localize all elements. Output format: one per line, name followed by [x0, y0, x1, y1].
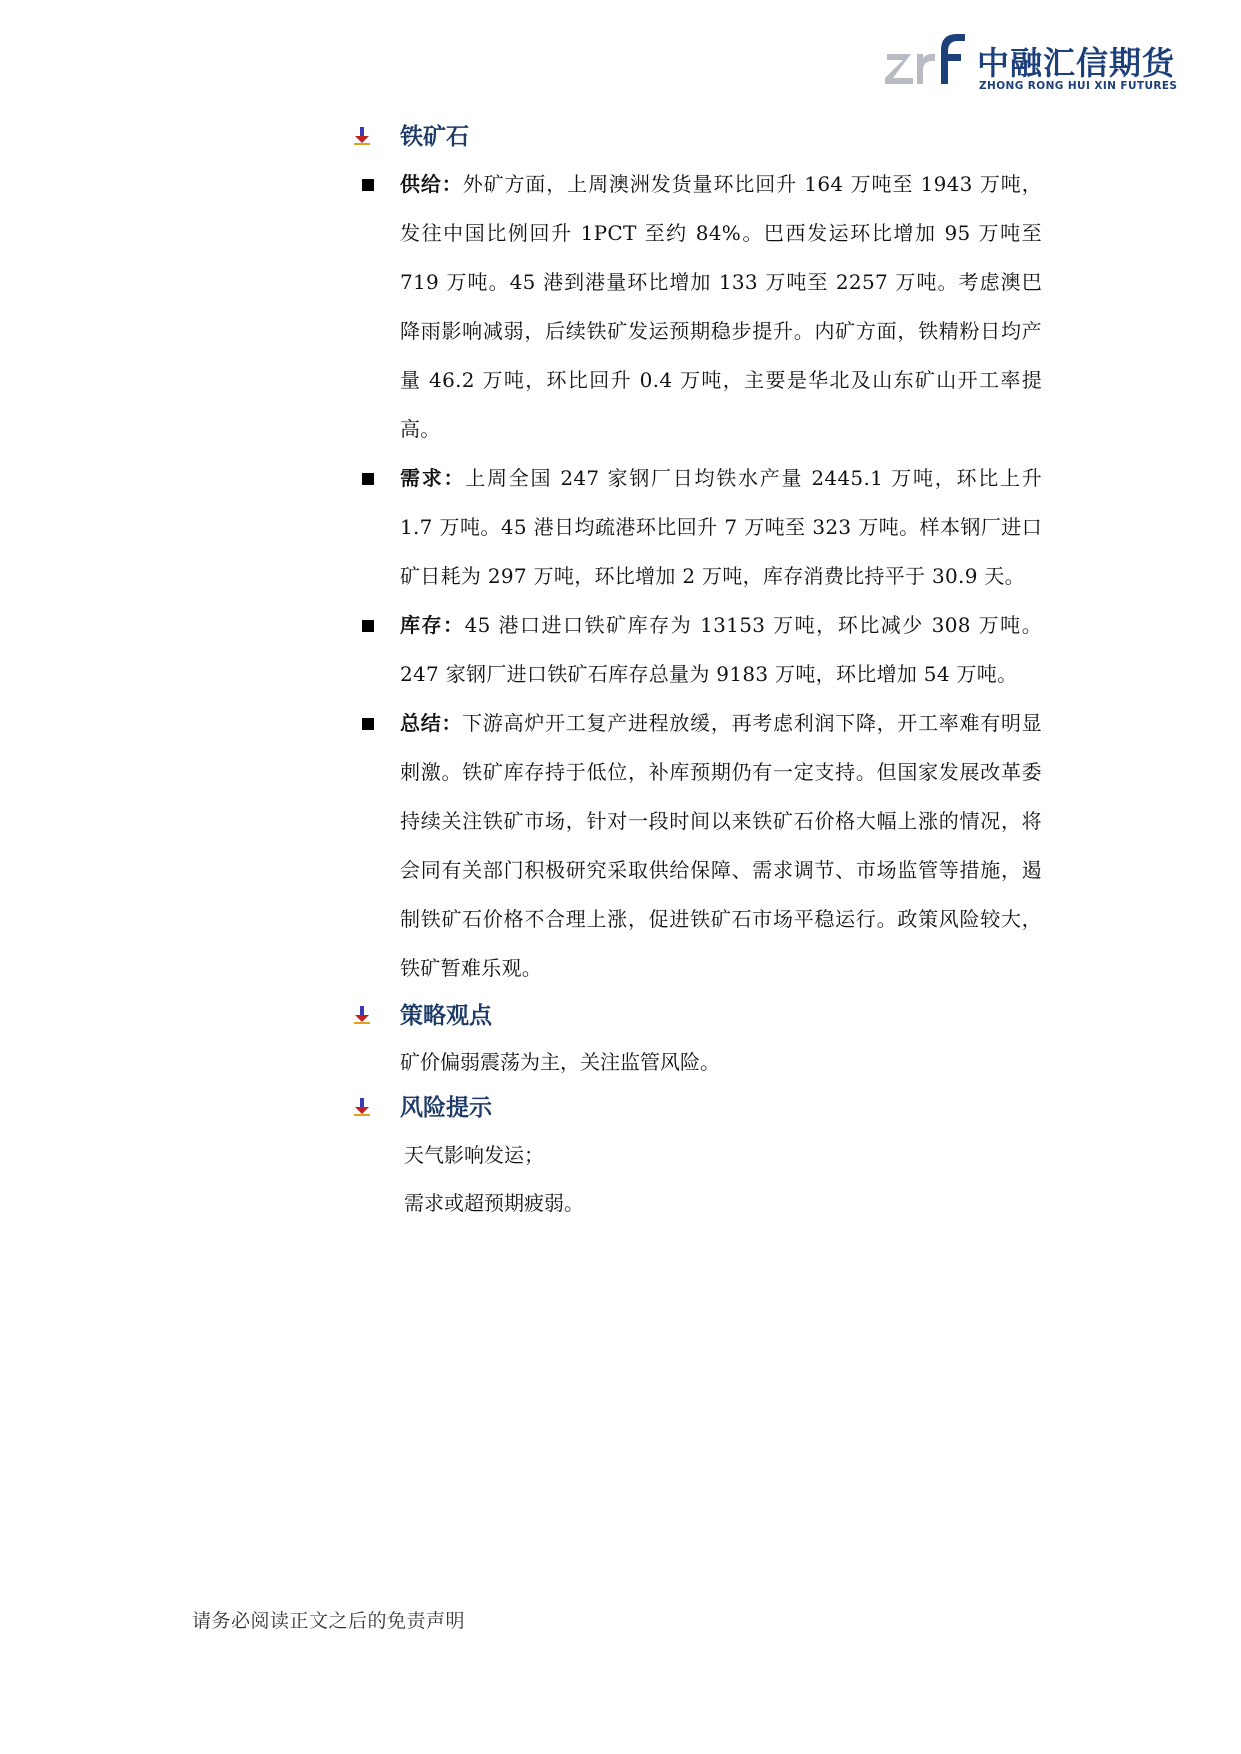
square-bullet-icon — [362, 179, 374, 191]
item-text: 45 港口进口铁矿库存为 13153 万吨，环比减少 308 万吨。247 家钢厂进口铁矿石库存总量为 9183 万吨，环比增加 54 万吨。 — [400, 613, 1042, 686]
down-arrow-bullet-icon — [352, 1097, 372, 1117]
item-label: 库存： — [400, 613, 465, 637]
square-bullet-icon — [362, 718, 374, 730]
list-item-inventory — [352, 601, 1042, 699]
section-heading-strategy — [352, 993, 1042, 1039]
item-label: 需求： — [400, 466, 466, 490]
item-text: 外矿方面，上周澳洲发货量环比回升 164 万吨至 1943 万吨，发往中国比例回升 1PCT 至约 84%。巴西发运环比增加 95 万吨至 719 万吨。45 港到港量环比增加 133 万吨至 2257 万吨。考虑澳巴降雨影响减弱，后续铁矿发运预期稳步提升。内矿方面，铁精粉日均产量 46.2 万吨，环比回升 0.4 万吨，主要是华北及山东矿山开工率提高。 — [400, 172, 1043, 441]
risk-line: 天气影响发运； — [404, 1143, 544, 1167]
item-label: 供给： — [400, 172, 463, 196]
section-title: 策略观点 — [400, 1003, 492, 1029]
company-logo — [885, 28, 1185, 98]
list-item-supply — [352, 160, 1042, 454]
strategy-text: 矿价偏弱震荡为主，关注监管风险。 — [400, 1050, 720, 1074]
list-item-demand — [352, 454, 1042, 601]
item-text: 上周全国 247 家钢厂日均铁水产量 2445.1 万吨，环比上升 1.7 万吨。45 港日均疏港环比回升 7 万吨至 323 万吨。样本钢厂进口矿日耗为 297 万吨，环比增加 2 万吨，库存消费比持平于 30.9 天。 — [400, 466, 1043, 588]
section-title: 风险提示 — [400, 1095, 492, 1121]
down-arrow-bullet-icon — [352, 1005, 372, 1025]
list-item-summary — [352, 699, 1042, 993]
report-content — [352, 114, 1042, 1227]
item-text: 下游高炉开工复产进程放缓，再考虑利润下降，开工率难有明显刺激。铁矿库存持于低位，补库预期仍有一定支持。但国家发展改革委持续关注铁矿市场，针对一段时间以来铁矿石价格大幅上涨的情况，将会同有关部门积极研究采取供给保障、需求调节、市场监管等措施，遏制铁矿石价格不合理上涨，促进铁矿石市场平稳运行。政策风险较大，铁矿暂难乐观。 — [400, 711, 1042, 980]
logo-english-name: ZHONG RONG HUI XIN FUTURES — [979, 80, 1178, 92]
square-bullet-icon — [362, 473, 374, 485]
footer-disclaimer: 请务必阅读正文之后的免责声明 — [192, 1610, 466, 1632]
section-heading-risk — [352, 1085, 1042, 1131]
down-arrow-bullet-icon — [352, 126, 372, 146]
logo-chinese-name: 中融汇信期货 — [977, 44, 1176, 82]
item-label: 总结： — [400, 711, 463, 735]
zrf-logo-mark-icon — [885, 28, 973, 92]
risk-line: 需求或超预期疲弱。 — [404, 1191, 584, 1215]
square-bullet-icon — [362, 620, 374, 632]
section-title: 铁矿石 — [400, 124, 469, 150]
section-heading-iron-ore — [352, 114, 1042, 160]
